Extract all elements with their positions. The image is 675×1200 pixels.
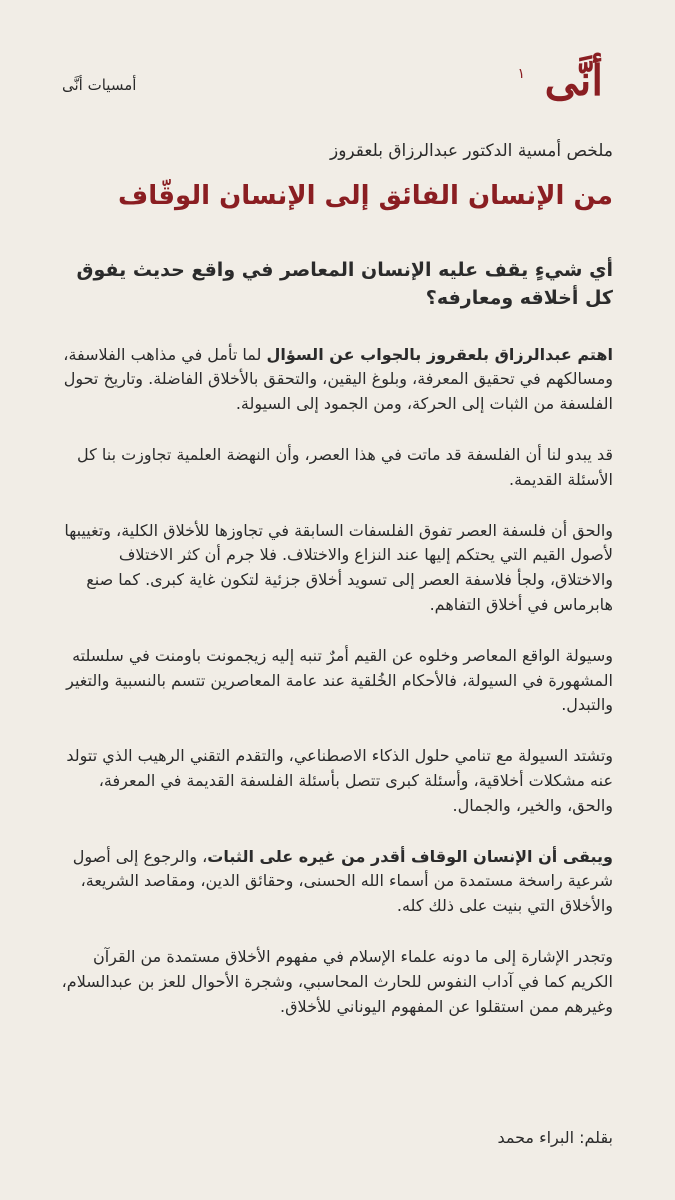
brand-logo: أنَّى [544, 56, 603, 105]
paragraph-1-highlight: اهتم عبدالرزاق بلعقروز بالجواب عن السؤال [266, 344, 613, 364]
paragraph-7: وتجدر الإشارة إلى ما دونه علماء الإسلام في مفهوم الأخلاق مستمدة من القرآن الكريم كما في آداب النفوس للحارث المحاسبي، وشجرة الأحوال للعز بن عبدالسلام، وغيرهم ممن استقلوا عن المفهوم اليوناني للأخلاق. [61, 946, 613, 1016]
article-question: أي شيءٍ يقف عليه الإنسان المعاصر في واقع حديث يفوق كل أخلاقه ومعارفه؟ [76, 258, 613, 310]
paragraph-4: وسيولة الواقع المعاصر وخلوه عن القيم أمرٌ تنبه إليه زيجمونت باومنت في سلسلته المشهورة في السيولة، فالأحكام الخُلقية عند عامة المعاصرين تتسم بالنسبية والتغير والتبدل. [66, 645, 613, 715]
author-byline: بقلم: البراء محمد [497, 1128, 613, 1147]
article-title: من الإنسان الفائق إلى الإنسان الوقّاف [118, 180, 613, 211]
paragraph-1-text: لما تأمل في مذاهب الفلاسفة، ومسالكهم في تحقيق المعرفة، وبلوغ اليقين، والتحقق بالأخلاق الفاضلة. وتاريخ تحول الفلسفة من الثبات إلى الحركة، ومن الجمود إلى السيولة. [63, 344, 613, 414]
article [58, 140, 613, 1045]
brand-logo-mark: ١ [517, 66, 525, 82]
paragraph-5: وتشتد السيولة مع تنامي حلول الذكاء الاصطناعي، والتقدم التقني الرهيب الذي تتولد عنه مشكلات أخلاقية، وأسئلة كبرى تتصل بأسئلة الفلسفة القديمة في المعرفة، والحق، والخير، والجمال. [66, 746, 613, 815]
paragraph-6-highlight: ويبقى أن الإنسان الوقاف أقدر من غيره على الثبات [207, 846, 613, 866]
article-subtitle: ملخص أمسية الدكتور عبدالرزاق بلعقروز [330, 141, 613, 161]
series-label: أمسيات أنَّى [62, 76, 137, 94]
paragraph-3: والحق أن فلسفة العصر تفوق الفلسفات السابقة في تجاوزها للأخلاق الكلية، وتغييبها لأصول القيم التي يحتكم إليها عند النزاع والاختلاف. فلا جرم أن كثر الاختلاف والاختلاق، ولجأ فلاسفة العصر إلى تسويد أخلاق جزئية لتكون غاية كبرى. كما صنع هابرماس في أخلاق التفاهم. [64, 520, 613, 614]
paragraph-1 [58, 343, 613, 417]
paragraph-6 [58, 845, 613, 919]
paragraph-2: قد يبدو لنا أن الفلسفة قد ماتت في هذا العصر، وأن النهضة العلمية تجاوزت بنا كل الأسئلة القديمة. [77, 444, 613, 489]
header [0, 58, 675, 108]
paragraph-6-text: ، والرجوع إلى أصول شرعية راسخة مستمدة من أسماء الله الحسنى، وحقائق الدين، ومقاصد الشريعة، والأخلاق التي بنيت على ذلك كله. [72, 846, 613, 916]
